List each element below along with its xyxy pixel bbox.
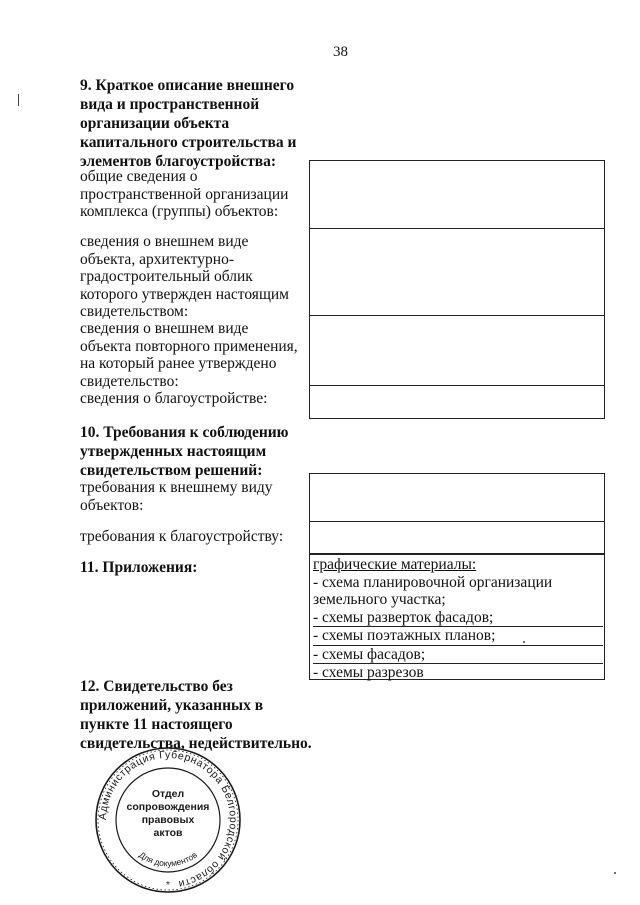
heading-line: элементов благоустройства: [80,153,277,170]
label-line: свидетельство: [80,372,179,390]
heading-line: утвержденных настоящим [80,443,267,460]
heading-line: капитального строительства и [80,134,297,151]
scan-speck [523,641,525,643]
table-divider [309,385,605,386]
landscaping-requirements-label [80,528,283,546]
stamp-inner-line: Отдел [151,788,185,800]
section-9-heading [80,76,296,171]
label-line: комплекса (группы) объектов: [80,203,279,220]
label-line: градостроительный облик [80,268,253,285]
section-12-heading [80,677,312,753]
table-divider [309,521,605,522]
scan-margin-mark [18,94,19,106]
attachment-item: - схемы поэтажных планов; [313,627,603,646]
heading-line: организации объекта [80,115,230,132]
heading-line: приложений, указанных в [80,697,264,714]
label-line: которого утвержден настоящим [80,285,289,303]
stamp-outer-text: Администрация Губернатора Белгородской области [96,748,240,891]
label-line: объекта, архитектурно- [80,250,234,268]
attachments-list [313,556,603,682]
section-9-table [309,160,605,419]
label-line: требования к благоустройству: [80,528,284,545]
label-line: сведения о благоустройстве: [80,390,268,407]
label-line: объектов: [80,496,144,514]
attachments-title: графические материалы: [313,556,477,573]
svg-text:Для документов [137,849,199,868]
stamp-star: * [166,880,170,891]
label-line: свидетельством: [80,303,189,320]
table-divider [309,315,605,316]
heading-line: свидетельством решений: [80,462,263,479]
label-line: объекта повторного применения, [80,337,298,355]
stamp-inner-line: сопровождения [126,801,210,813]
section-10-heading [80,423,289,480]
label-line: пространственной организации [80,185,289,203]
stamp-inner-line: актов [153,827,183,839]
appearance-info-label [80,233,289,321]
official-stamp [93,745,243,895]
stamp-inner-line: правовых [141,814,195,826]
exterior-requirements-label [80,479,273,514]
heading-line: 10. Требования к соблюдению [80,424,289,441]
general-info-label [80,168,288,221]
attachment-item: - схемы разрезов [313,664,424,681]
heading-line: 12. Свидетельство без [80,678,233,695]
heading-line: вида и пространственной [80,96,260,113]
label-line: требования к внешнему виду [80,479,273,496]
reuse-object-info-label [80,320,298,390]
label-line: сведения о внешнем виде [80,320,249,337]
section-11-heading: 11. Приложения: [80,559,198,576]
attachment-item: - схема планировочной организации земельного участка; [313,573,553,608]
section-10-table [309,473,605,555]
heading-line: свидетельства, недействительно. [80,735,312,752]
label-line: сведения о внешнем виде [80,233,249,250]
attachment-item: - схемы фасадов; [313,646,603,665]
heading-line: пункте 11 настоящего [80,716,233,733]
attachment-item: - схемы разверток фасадов; [313,609,603,628]
label-line: на который ранее утверждено [80,355,277,372]
landscaping-info-label [80,390,267,408]
scan-speck [614,872,616,874]
heading-line: 9. Краткое описание внешнего [80,77,295,94]
stamp-bottom-text: Для документов [137,849,199,869]
label-line: общие сведения о [80,168,198,185]
page-number: 38 [333,44,348,60]
table-divider [309,228,605,229]
